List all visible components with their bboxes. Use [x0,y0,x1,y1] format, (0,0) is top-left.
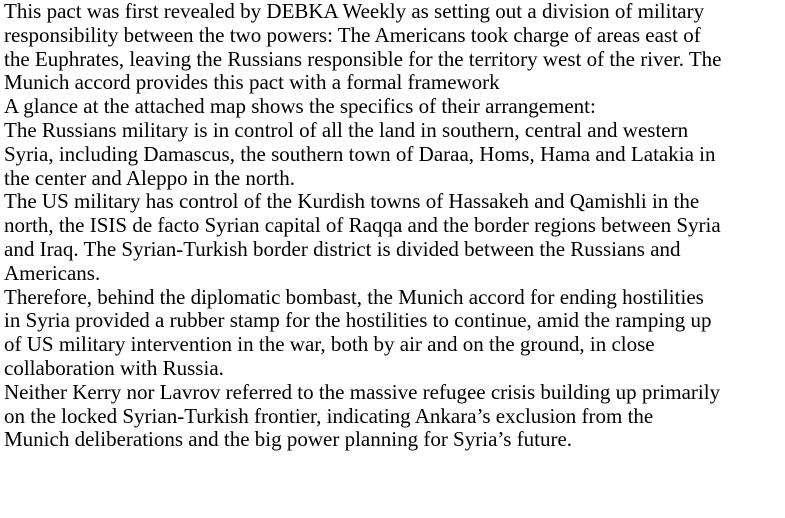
text-line: collaboration with Russia. [4,355,224,380]
text-line: The US military has control of the Kurdish towns of Hassakeh and Qamishli in the [4,189,700,214]
text-line: Therefore, behind the diplomatic bombast, the Munich accord for ending hostilities [4,284,704,309]
text-line: responsibility between the two powers: The Americans took charge of areas east of [4,22,701,47]
text-line: Munich deliberations and the big power planning for Syria’s future. [4,427,573,452]
text-line: in Syria provided a rubber stamp for the hostilities to continue, amid the ramping up [4,308,712,333]
paragraph-munich-accord [4,286,781,381]
text-line: the Euphrates, leaving the Russians responsible for the territory west of the river. The [4,46,722,71]
paragraph-russian-control [4,119,781,190]
text-line: the center and Aleppo in the north. [4,165,295,190]
text-line: Munich accord provides this pact with a formal framework [4,70,500,95]
text-line: A glance at the attached map shows the specifics of their arrangement: [4,94,596,119]
paragraph-map-glance [4,95,781,119]
text-line: Syria, including Damascus, the southern town of Daraa, Homs, Hama and Latakia in [4,141,716,166]
paragraph-refugee-crisis [4,381,781,452]
text-line: This pact was first revealed by DEBKA Weekly as setting out a division of military [4,0,705,23]
text-line: The Russians military is in control of all the land in southern, central and western [4,117,689,142]
text-line: north, the ISIS de facto Syrian capital of Raqqa and the border regions between Syria [4,213,721,238]
text-line: Neither Kerry nor Lavrov referred to the massive refugee crisis building up primarily [4,379,721,404]
text-line: and Iraq. The Syrian-Turkish border district is divided between the Russians and [4,236,681,261]
text-line: Americans. [4,260,101,285]
paragraph-us-control [4,190,781,285]
text-line: on the locked Syrian-Turkish frontier, indicating Ankara’s exclusion from the [4,403,654,428]
paragraph-pact-revealed [4,0,781,95]
text-line: of US military intervention in the war, both by air and on the ground, in close [4,332,655,357]
